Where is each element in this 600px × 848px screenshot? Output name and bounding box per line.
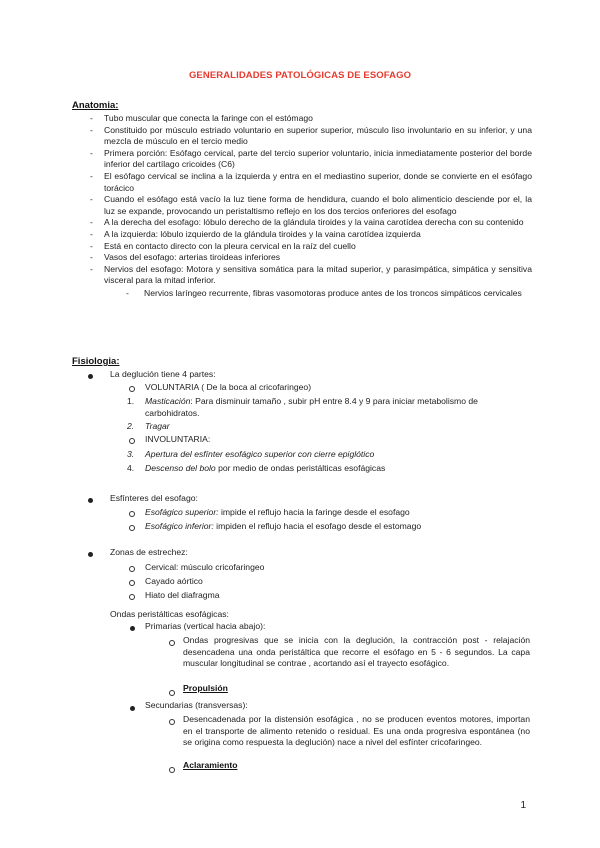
list-item: - Tubo muscular que conecta la faringe con el estómago xyxy=(72,113,532,125)
circle-bullet-icon xyxy=(127,509,137,521)
bullet-icon xyxy=(85,495,95,507)
deglucion-item: La deglución tiene 4 partes: xyxy=(110,369,216,379)
secundarias-item: Secundarias (transversas): xyxy=(145,700,248,710)
zona-cervical: Cervical: músculo cricofaringeo xyxy=(145,562,265,572)
list-item: - El esófago cervical se inclina a la izquierda y entra en el mediastino superior, donde se convierte en el esófago torácico xyxy=(72,171,532,194)
step-number: 2. xyxy=(127,421,135,431)
list-item: - Primera porción: Esófago cervical, parte del tercio superior voluntario, inicia inmediatamente posterior del borde inferior del cartílago cricoides (C6) xyxy=(72,148,532,171)
circle-bullet-icon xyxy=(167,638,177,650)
circle-bullet-icon xyxy=(127,523,137,535)
secundarias-description: Desencadenada por la distensión esofágica , no se producen eventos motores, importan en el transporte de alimento retenido o residual. Es una onda progresiva espontánea (no se origina como respuesta la deglución) nace a nivel del esfínter cricofaringeo. xyxy=(183,714,530,748)
step-tragar: Tragar xyxy=(145,421,170,431)
list-item: - Nervios del esofago: Motora y sensitiva somática para la mitad superior, y parasimpática, simpática y sensitiva visceral para la mitad inferior. - Nervios laríngeo recurrente, fibras vasomotoras produce antes de los troncos simpáticos cervicales xyxy=(72,264,532,300)
esfinter-inferior: Esofágico inferior: impiden el reflujo hacia el esofago desde el estomago xyxy=(145,521,422,531)
bullet-icon xyxy=(85,371,95,383)
circle-bullet-icon xyxy=(127,592,137,604)
esfinter-superior: Esofágico superior: impide el reflujo hacia la faringe desde el esofago xyxy=(145,507,410,517)
step-masticacion: Masticación: Para disminuir tamaño , subir pH entre 8.4 y 9 para iniciar metabolismo de carbohidratos. xyxy=(145,396,478,418)
primarias-description: Ondas progresivas que se inicia con la deglución, la contracción post - relajación desencadena una onda peristáltica que recorre el esófago en 5 - 6 segundos. La capa muscular longitudinal se contrae , acortando así el trayecto esofágico. xyxy=(183,635,530,669)
list-item: - Vasos del esofago: arterias tiroideas inferiores xyxy=(72,252,532,264)
circle-bullet-icon xyxy=(127,384,137,396)
list-item: - Nervios laríngeo recurrente, fibras vasomotoras produce antes de los troncos simpáticos cervicales xyxy=(126,288,532,300)
step-number: 3. xyxy=(127,449,135,459)
propulsion-label: Propulsión xyxy=(183,683,228,693)
circle-bullet-icon xyxy=(127,578,137,590)
bullet-icon xyxy=(127,623,137,635)
zona-hiato: Hiato del diafragma xyxy=(145,590,220,600)
list-item: - A la derecha del esofago: lóbulo derecho de la glándula tiroides y la vaina carotídea derecha con su contenido xyxy=(72,217,532,229)
step-apertura: Apertura del esfínter esofágico superior con cierre epiglótico xyxy=(145,449,375,459)
nervios-sublist xyxy=(104,288,532,300)
zona-cayado: Cayado aórtico xyxy=(145,576,203,586)
bullet-icon xyxy=(127,703,137,715)
zonas-item: Zonas de estrechez: xyxy=(110,547,188,557)
anatomia-heading: Anatomia: xyxy=(72,100,119,111)
page-number: 1 xyxy=(520,800,526,811)
involuntaria-item: INVOLUNTARIA: xyxy=(145,434,211,444)
circle-bullet-icon xyxy=(127,436,137,448)
primarias-item: Primarias (vertical hacia abajo): xyxy=(145,621,266,631)
list-item: - Cuando el esófago está vacío la luz tiene forma de hendidura, cuando el bolo alimenticio desciende por el, la luz se expande, provocando un peristaltismo reflejo en los dos tercios onferiores del esofago xyxy=(72,194,532,217)
bullet-icon xyxy=(85,549,95,561)
list-item: - Constituido por músculo estriado voluntario en superior superior, músculo liso involuntario en su inferior, y una mezcla de músculo en el tercio medio xyxy=(72,125,532,148)
aclaramiento-label: Aclaramiento xyxy=(183,760,238,770)
circle-bullet-icon xyxy=(167,717,177,729)
ondas-heading: Ondas peristálticas esofágicas: xyxy=(110,609,229,619)
circle-bullet-icon xyxy=(127,564,137,576)
step-descenso: Descenso del bolo por medio de ondas peristálticas esofágicas xyxy=(145,463,386,473)
step-number: 4. xyxy=(127,463,135,473)
list-item: - Está en contacto directo con la pleura cervical en la raíz del cuello xyxy=(72,241,532,253)
fisiologia-heading: Fisiologia: xyxy=(72,356,120,367)
anatomia-list xyxy=(72,113,532,300)
circle-bullet-icon xyxy=(167,688,177,700)
esfinteres-item: Esfínteres del esofago: xyxy=(110,493,198,503)
step-number: 1. xyxy=(127,396,135,406)
circle-bullet-icon xyxy=(167,765,177,777)
list-item: - A la izquierda: lóbulo izquierdo de la glándula tiroides y la vaina carotídea izquierda xyxy=(72,229,532,241)
voluntaria-item: VOLUNTARIA ( De la boca al cricofaringeo) xyxy=(145,382,312,392)
page-title: GENERALIDADES PATOLÓGICAS DE ESOFAGO xyxy=(188,70,412,81)
